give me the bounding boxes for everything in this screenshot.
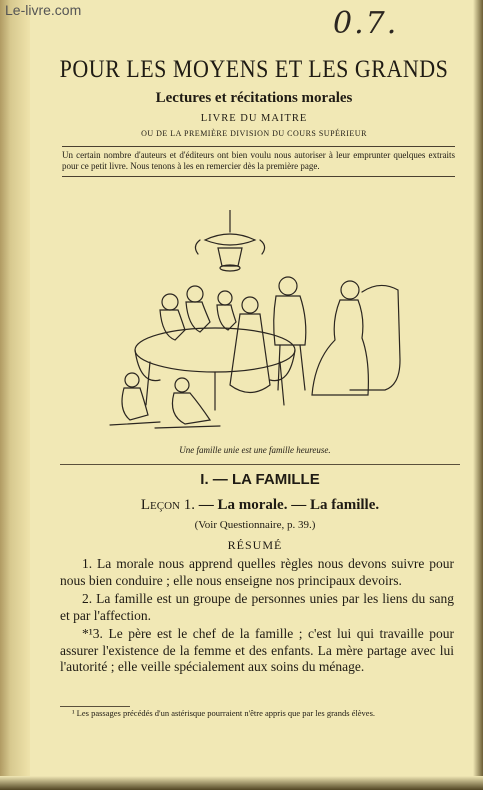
chapter-title: I. — LA FAMILLE — [200, 471, 320, 488]
father-figure — [274, 277, 306, 390]
questionnaire-reference: (Voir Questionnaire, p. 39.) — [194, 519, 316, 531]
paragraph: *¹3. Le père est le chef de la famille ; c'est lui qui travaille pour assurer l'existence de la femme et des enfants. La mère partage avec lui l'autorité ; elle veille spécialement aux soins du ménage. — [60, 626, 454, 674]
handwritten-note: 0.7. — [333, 6, 399, 41]
hanging-lamp-icon — [195, 210, 264, 271]
lesson-title: — La morale. — La famille. — [198, 497, 380, 513]
lesson-number: Leçon 1. — [140, 497, 195, 513]
paragraph: 2. La famille est un groupe de personnes unies par les liens du sang et par l'affection. — [60, 591, 454, 623]
paragraph: 1. La morale nous apprend quelles règles nous devons suivre pour nous bien conduire ; elle nous enseigne nos principaux devoirs. — [60, 556, 454, 588]
footnote-rule — [60, 706, 130, 707]
lesson-body — [60, 556, 454, 678]
division-line: OU DE LA PREMIÈRE DIVISION DU COURS SUPÉRIEUR — [141, 129, 367, 138]
floor-children — [110, 373, 220, 428]
book-subtitle: Lectures et récitations morales — [155, 90, 353, 106]
watermark: Le-livre.com — [5, 2, 82, 18]
editor-notice: Un certain nombre d'auteurs et d'éditeurs ont bien voulu nous autoriser à leur emprunter quelques extraits pour ce petit livre. Nous tenons à les en remercier dès la première page. — [62, 146, 455, 177]
section-divider — [60, 464, 460, 465]
illustration-caption: Une famille unie est une famille heureuse. — [179, 445, 331, 455]
family-table — [135, 328, 295, 410]
resume-heading: RÉSUMÉ — [227, 538, 283, 552]
book-title: POUR LES MOYENS ET LES GRANDS — [59, 54, 449, 83]
livre-du-maitre: LIVRE DU MAITRE — [200, 113, 308, 124]
footnote: ¹ Les passages précédés d'un astérisque pourraient n'être appris que par les grands élèves. — [72, 708, 375, 718]
lesson-heading — [90, 497, 430, 514]
mother-figure — [312, 281, 400, 395]
family-illustration — [100, 210, 410, 440]
